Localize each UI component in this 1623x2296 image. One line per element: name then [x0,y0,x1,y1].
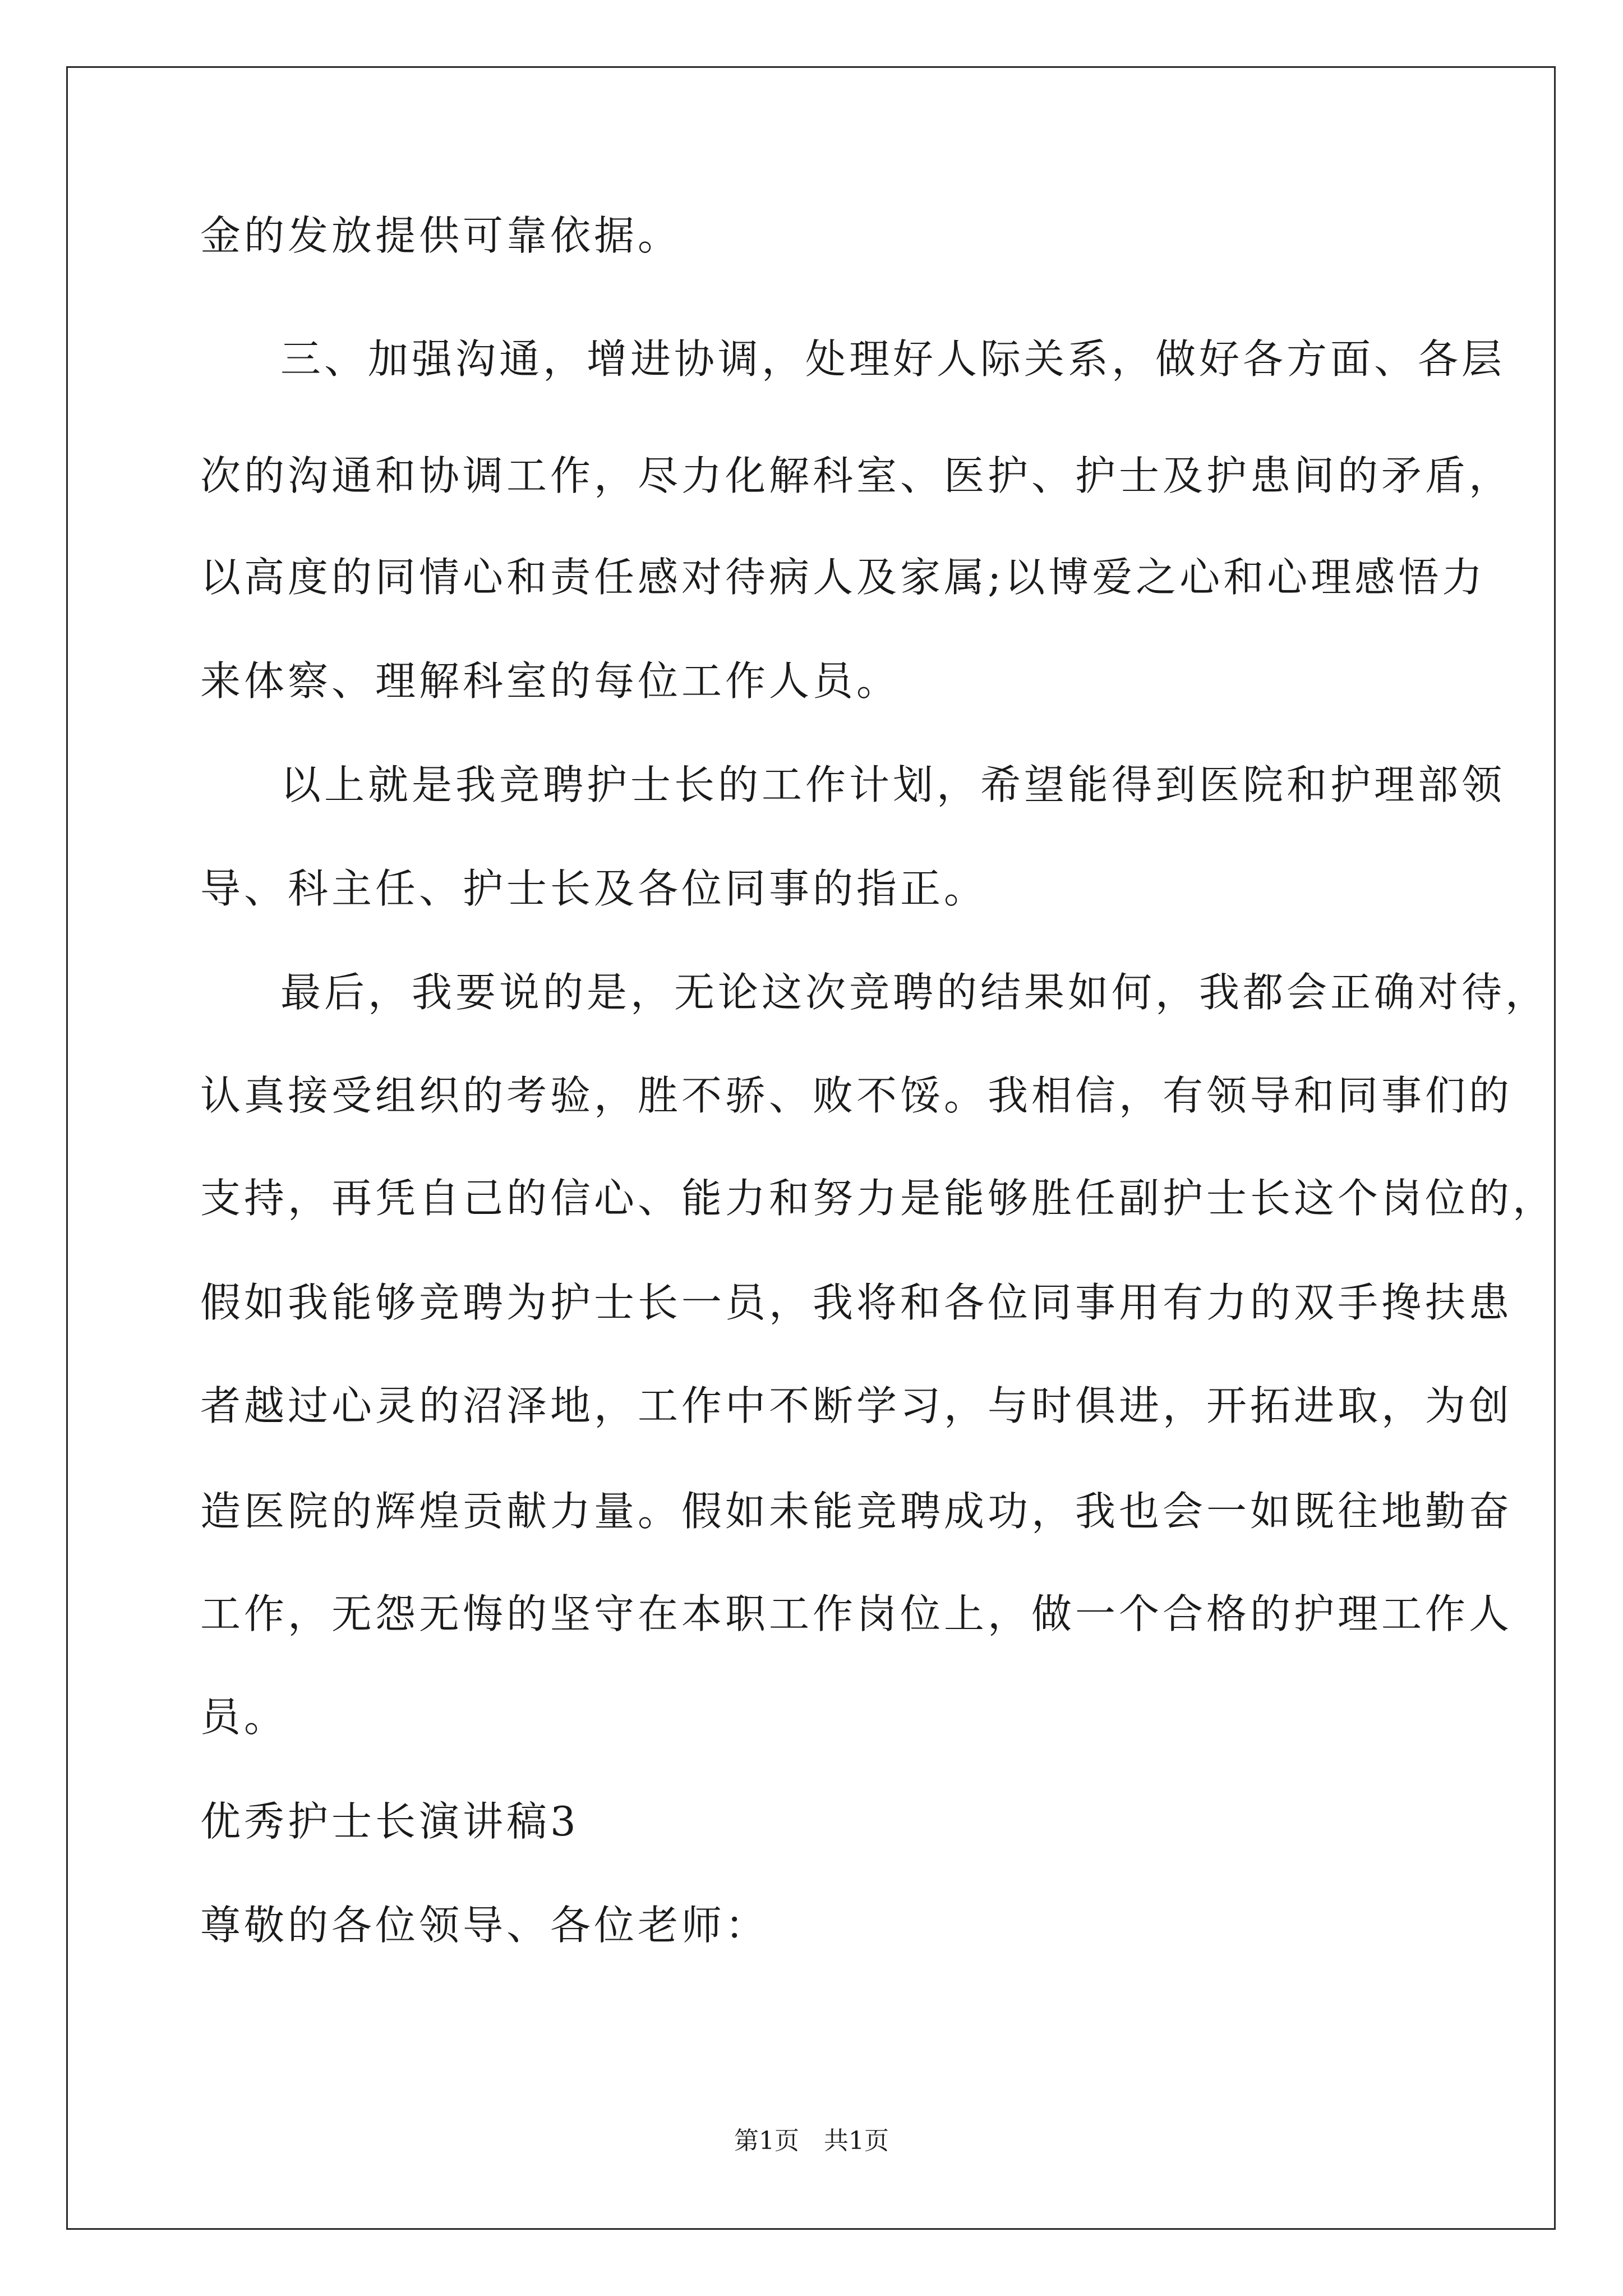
page-number-footer: 第1页 共1页 [734,2127,889,2155]
body-line-14: 工作，无怨无悔的坚守在本职工作岗位上，做一个合格的护理工作人 [200,1590,1513,1637]
body-line-9: 认真接受组织的考验，胜不骄、败不馁。我相信，有领导和同事们的 [200,1072,1513,1119]
body-line-10: 支持，再凭自己的信心、能力和努力是能够胜任副护士长这个岗位的， [200,1175,1557,1222]
salutation-line: 尊敬的各位领导、各位老师： [200,1902,769,1949]
body-line-13: 造医院的辉煌贡献力量。假如未能竞聘成功，我也会一如既往地勤奋 [200,1488,1513,1535]
body-line-11: 假如我能够竞聘为护士长一员，我将和各位同事用有力的双手搀扶患 [200,1279,1513,1326]
body-line-2: 三、加强沟通，增进协调，处理好人际关系，做好各方面、各层 [280,335,1506,383]
section-heading: 优秀护士长演讲稿3 [200,1798,579,1845]
body-line-7: 导、科主任、护士长及各位同事的指正。 [200,865,988,912]
body-line-3: 次的沟通和协调工作，尽力化解科室、医护、护士及护患间的矛盾， [200,452,1513,499]
body-line-12: 者越过心灵的沼泽地，工作中不断学习，与时俱进，开拓进取，为创 [200,1382,1513,1429]
body-line-1: 金的发放提供可靠依据。 [200,212,682,259]
body-line-8: 最后，我要说的是，无论这次竞聘的结果如何，我都会正确对待， [280,969,1550,1016]
body-line-4: 以高度的同情心和责任感对待病人及家属;以博爱之心和心理感悟力 [200,554,1486,601]
body-line-15: 员。 [200,1694,288,1741]
body-line-5: 来体察、理解科室的每位工作人员。 [200,657,901,705]
body-line-6: 以上就是我竞聘护士长的工作计划，希望能得到医院和护理部领 [280,761,1506,808]
